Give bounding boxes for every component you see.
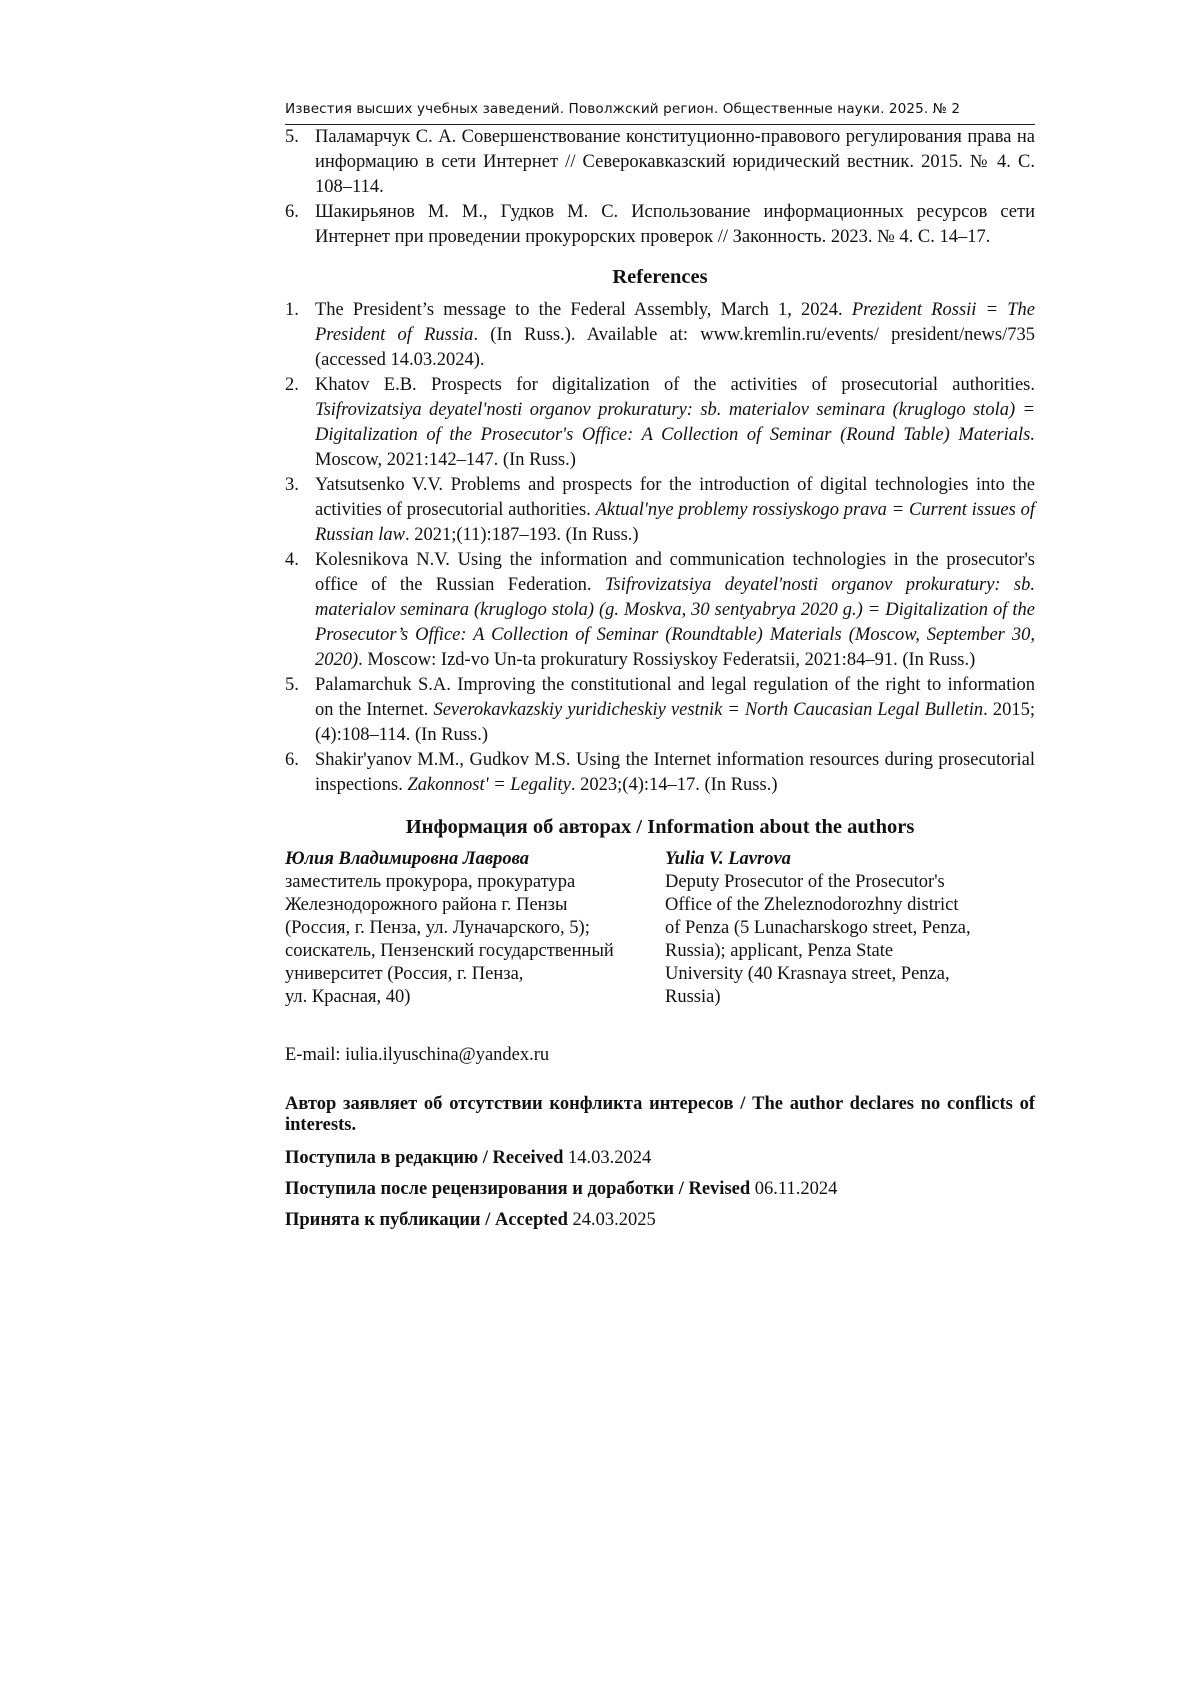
reference-item	[285, 373, 1035, 473]
reference-number: 6.	[285, 202, 299, 222]
author-info	[285, 848, 1035, 1009]
author-line: Deputy Prosecutor of the Prosecutor's	[665, 872, 945, 892]
reference-item	[285, 298, 1035, 373]
received-label: Поступила в редакцию / Received	[285, 1148, 564, 1168]
reference-details: . (In Russ.). Available at: www.kremlin.ru/events/ president/news/735 (accessed 14.03.2024).	[315, 325, 1035, 370]
accepted-line	[285, 1208, 1035, 1233]
author-line: Russia); applicant, Penza State	[665, 941, 894, 961]
page	[285, 100, 1035, 1239]
reference-text: The President’s message to the Federal Assembly, March 1, 2024.	[315, 300, 852, 320]
reference-source: Tsifrovizatsiya deyatel'nosti organov prokuratury: sb. materialov seminara (kruglogo stola) = Digitalization of the Prosecutor's Office: A Collection of Seminar (Round Table) Materials.	[315, 400, 1035, 445]
author-line: заместитель прокурора, прокуратура	[285, 872, 576, 892]
reference-item	[285, 200, 1035, 250]
reference-source: Aktual'nye problemy rossiyskogo prava = Current issues of Russian law	[315, 500, 1035, 545]
author-line: University (40 Krasnaya street, Penza,	[665, 964, 950, 984]
reference-source: Zakonnost' = Legality	[407, 775, 571, 795]
author-line: Russia)	[665, 987, 721, 1007]
russian-reference-list	[285, 125, 1035, 250]
authors-heading: Информация об авторах / Information about the authors	[405, 816, 915, 838]
reference-text: Шакирьянов М. М., Гудков М. С. Использование информационных ресурсов сети Интернет при проведении прокурорских проверок // Законность. 2023. № 4. С. 14–17.	[315, 202, 1035, 247]
received-date: 14.03.2024	[568, 1148, 652, 1168]
reference-number: 5.	[285, 127, 299, 147]
reference-details: Moscow, 2021:142–147. (In Russ.)	[315, 450, 576, 470]
author-line: (Россия, г. Пенза, ул. Луначарского, 5);	[285, 918, 590, 938]
reference-details: . 2021;(11):187–193. (In Russ.)	[404, 525, 639, 545]
author-line: Железнодорожного района г. Пензы	[285, 895, 568, 915]
author-email: E-mail: iulia.ilyuschina@yandex.ru	[285, 1045, 550, 1065]
accepted-label: Принята к публикации / Accepted	[285, 1210, 568, 1230]
author-line: of Penza (5 Lunacharskogo street, Penza,	[665, 918, 971, 938]
reference-text: Palamarchuk S.A. Improving the constitutional and legal regulation of the right to information on the Internet.	[315, 675, 1035, 720]
reference-number: 6.	[285, 750, 299, 770]
conflict-statement	[285, 1094, 1035, 1136]
author-line: Office of the Zheleznodorozhny district	[665, 895, 959, 915]
reference-text: Kolesnikova N.V. Using the information and communication technologies in the prosecutor's office of the Russian Federation.	[315, 550, 1035, 595]
received-line	[285, 1146, 1035, 1171]
revised-date: 06.11.2024	[754, 1179, 838, 1199]
english-reference-list	[285, 298, 1035, 798]
author-name-russian: Юлия Владимировна Лаврова	[285, 849, 529, 869]
author-info-russian	[285, 848, 655, 1009]
author-line: университет (Россия, г. Пенза,	[285, 964, 524, 984]
reference-number: 5.	[285, 675, 299, 695]
revised-line	[285, 1177, 1035, 1202]
accepted-date: 24.03.2025	[572, 1210, 656, 1230]
reference-text: Yatsutsenko V.V. Problems and prospects for the introduction of digital technologies into the activities of prosecutorial authorities.	[315, 475, 1035, 520]
reference-number: 2.	[285, 375, 299, 395]
reference-item	[285, 548, 1035, 673]
reference-item	[285, 473, 1035, 548]
reference-details: . Moscow: Izd-vo Un-ta prokuratury Rossiyskoy Federatsii, 2021:84–91. (In Russ.)	[358, 650, 976, 670]
reference-number: 3.	[285, 475, 299, 495]
author-line: соискатель, Пензенский государственный	[285, 941, 614, 961]
reference-source: Tsifrovizatsiya deyatel'nosti organov prokuratury: sb. materialov seminara (kruglogo stola) (g. Moskva, 30 sentyabrya 2020 g.) = Digitalization of the Prosecutor’s Office: A Collection of Seminar (Roundtable) Materials (Moscow, September 30, 2020)	[315, 575, 1036, 670]
author-info-english	[665, 848, 1035, 1009]
reference-text: Shakir'yanov M.M., Gudkov M.S. Using the Internet information resources during prosecutorial inspections.	[315, 750, 1035, 795]
running-head: Известия высших учебных заведений. Поволжский регион. Общественные науки. 2025. № 2	[285, 100, 1035, 125]
reference-source: Severokavkazskiy yuridicheskiy vestnik = North Caucasian Legal Bulletin	[433, 700, 984, 720]
reference-text: Khatov E.B. Prospects for digitalization of the activities of prosecutorial authorities.	[315, 375, 1035, 395]
reference-source: Prezident Rossii = The President of Russia	[315, 300, 1035, 345]
author-name-english: Yulia V. Lavrova	[665, 849, 791, 869]
reference-number: 4.	[285, 550, 299, 570]
author-line: ул. Красная, 40)	[285, 987, 411, 1007]
reference-item	[285, 125, 1035, 200]
reference-item	[285, 748, 1035, 798]
reference-text: Паламарчук С. А. Совершенствование конституционно-правового регулирования права на информацию в сети Интернет // Северокавказский юридический вестник. 2015. № 4. С. 108–114.	[315, 127, 1035, 197]
revised-label: Поступила после рецензирования и доработки / Revised	[285, 1179, 751, 1199]
reference-details: . 2023;(4):14–17. (In Russ.)	[570, 775, 778, 795]
references-heading: References	[612, 266, 708, 288]
reference-number: 1.	[285, 300, 299, 320]
reference-item	[285, 673, 1035, 748]
conflict-text: Автор заявляет об отсутствии конфликта интересов / The author declares no conflicts of interests.	[285, 1094, 1035, 1135]
reference-details: . 2015;(4):108–114. (In Russ.)	[315, 700, 1036, 745]
declarations	[285, 1094, 1035, 1233]
